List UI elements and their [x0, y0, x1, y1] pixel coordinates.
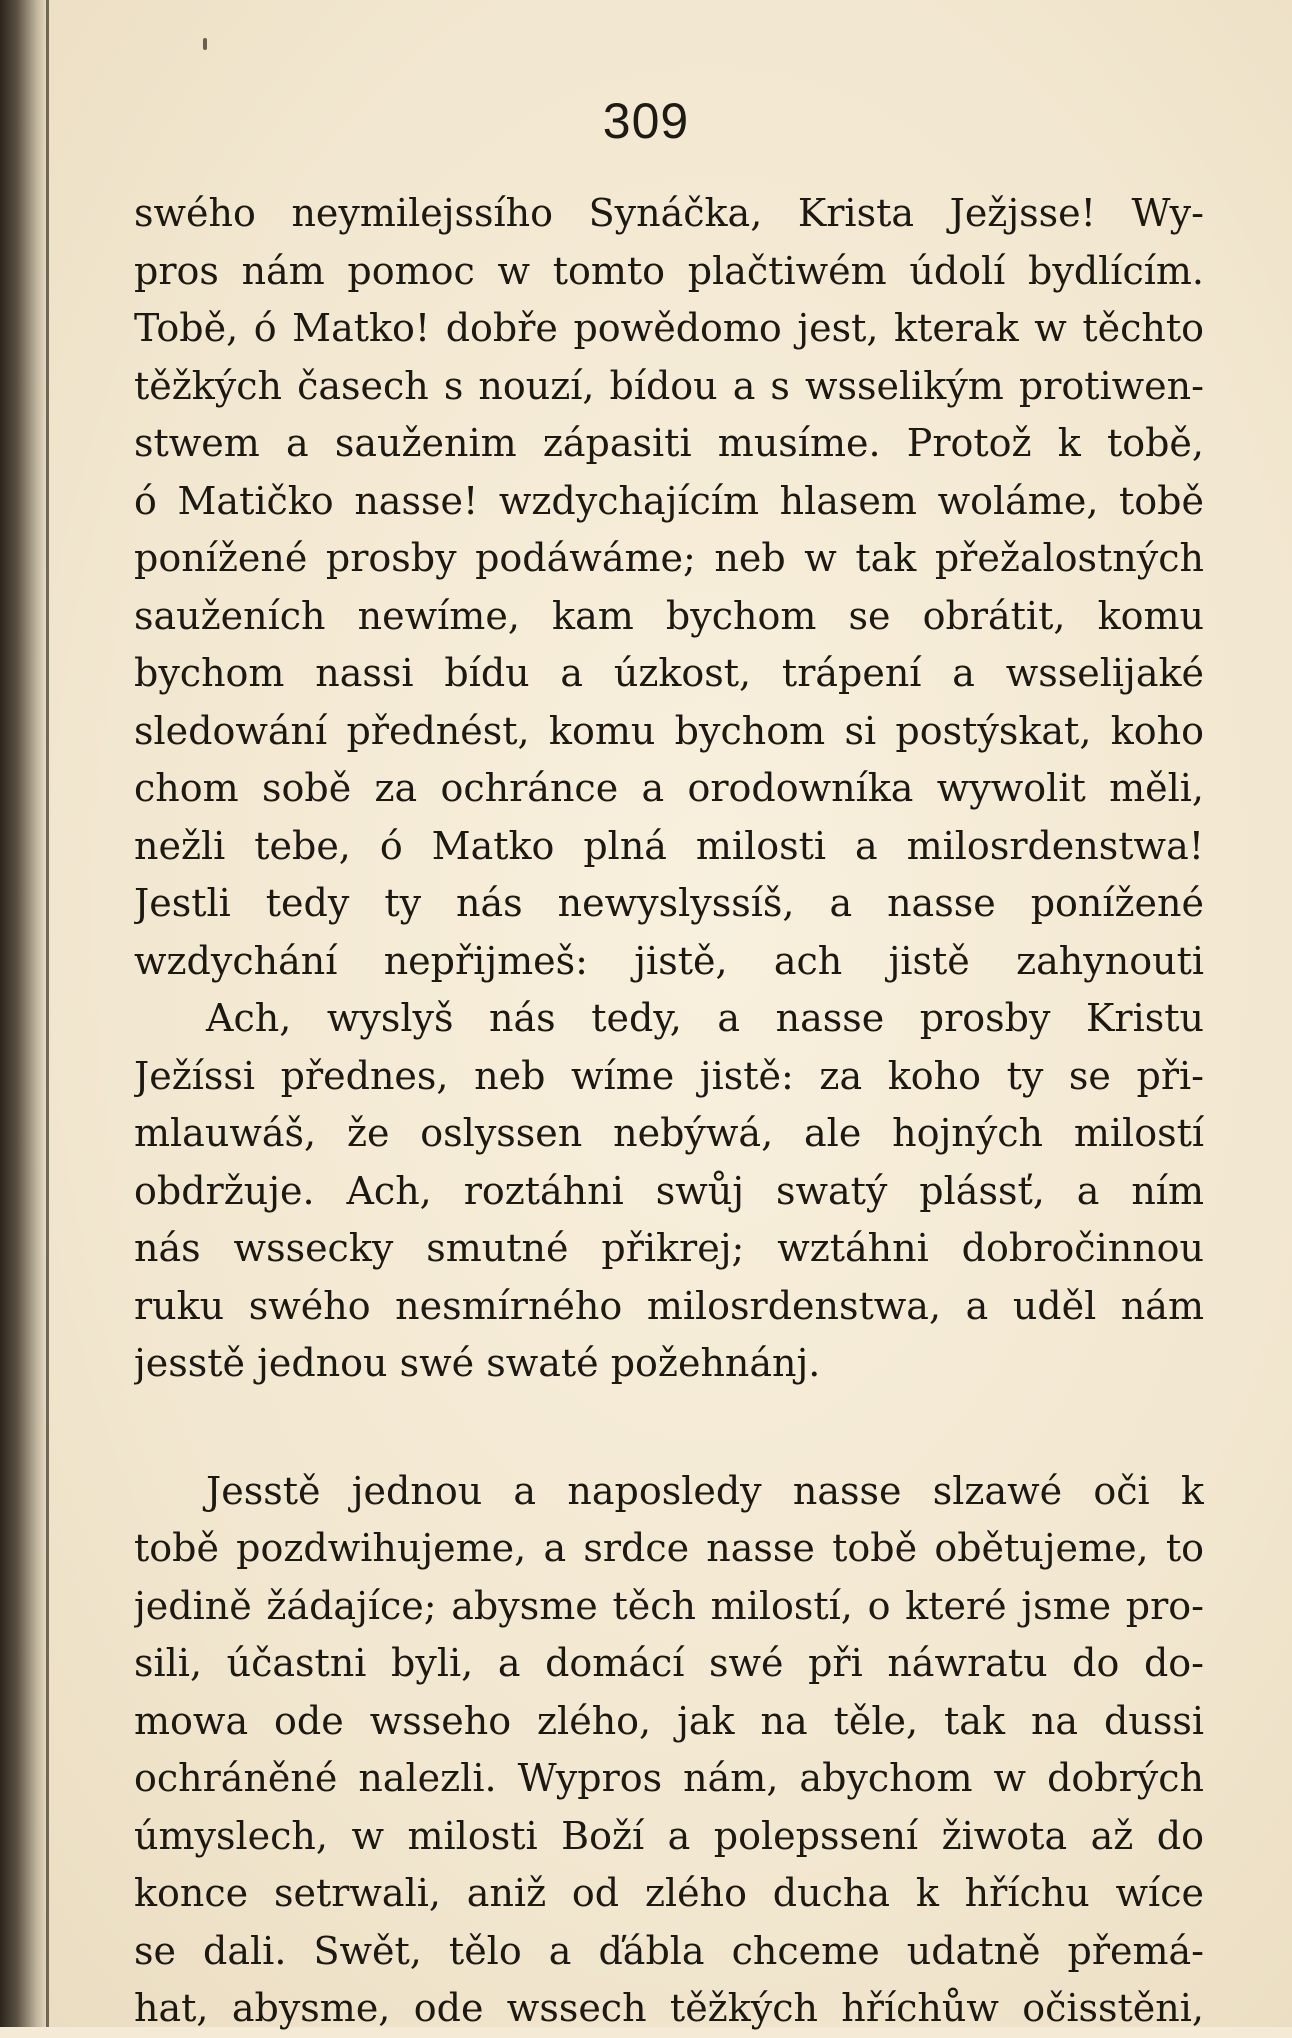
text-line: mlauwáš, že oslyssen nebýwá, ale hojných milostí [134, 1111, 1204, 1155]
text-line: ruku swého nesmírného milosrdenstwa, a uděl nám [134, 1283, 1204, 1328]
text-line: chom sobě za ochránce a orodowníka wywolit měli, [134, 766, 1204, 810]
text-line: sledowání přednést, komu bychom si postýskat, koho [134, 708, 1204, 753]
ink-speck-mark [203, 38, 207, 50]
text-line: nežli tebe, ó Matko plná milosti a milosrdenstwa! [134, 823, 1204, 868]
text-line: mowa ode wsseho zlého, jak na těle, tak na dussi [134, 1698, 1204, 1743]
text-line: ponížené prosby podáwáme; neb w tak přežalostných [134, 536, 1204, 580]
text-line: Jestli tedy ty nás newyslyssíš, a nasse ponížené [134, 881, 1204, 925]
body-text [134, 185, 1204, 2038]
text-line: tobě pozdwihujeme, a srdce nasse tobě obětujeme, to [134, 1526, 1204, 1570]
text-line: se dali. Swět, tělo a ďábla chceme udatně přemá- [134, 1928, 1204, 1973]
text-line: těžkých časech s nouzí, bídou a s wsselikým protiwen- [134, 363, 1204, 408]
text-line: Ach, wyslyš nás tedy, a nasse prosby Kristu [206, 996, 1204, 1040]
text-line: sauženích newíme, kam bychom se obrátit, komu [134, 593, 1204, 638]
text-line: nás wssecky smutné přikrej; wztáhni dobročinnou [134, 1226, 1204, 1270]
paragraph-gap [134, 1393, 1204, 1463]
text-line: Tobě, ó Matko! dobře powědomo jest, kterak w těchto [134, 306, 1204, 350]
paragraph-2 [134, 990, 1204, 1393]
book-spine-shadow [0, 0, 48, 2027]
text-line: bychom nassi bídu a úzkost, trápení a wsselijaké [134, 651, 1204, 695]
text-line: pros nám pomoc w tomto plačtiwém údolí bydlícím. [134, 248, 1204, 293]
text-line: konce setrwali, aniž od zlého ducha k hříchu wíce [134, 1871, 1204, 1915]
text-line: swého neymilejssího Synáčka, Krista Ježjsse! Wy- [134, 191, 1204, 235]
text-line: ó Matičko nasse! wzdychajícím hlasem woláme, tobě [134, 478, 1204, 523]
text-line: wzdychání nepřijmeš: jistě, ach jistě zahynouti [134, 938, 1204, 983]
text-line: obdržuje. Ach, roztáhni swůj swatý plássť, a ním [134, 1168, 1204, 1213]
text-line: Jesstě jednou a naposledy nasse slzawé oči k [206, 1468, 1204, 1513]
paragraph-3 [134, 1463, 1204, 2038]
text-line: Ježíssi přednes, neb wíme jistě: za koho ty se při- [134, 1053, 1204, 1098]
text-line: jesstě jednou swé swaté požehnánj. [134, 1341, 821, 1385]
text-line: sili, účastni byli, a domácí swé při náwratu do do- [134, 1641, 1204, 1685]
text-line: úmyslech, w milosti Boží a polepssení žiwota až do [134, 1813, 1204, 1858]
text-line: stwem a sauženim zápasiti musíme. Protož k tobě, [134, 421, 1204, 465]
book-gutter-line [46, 0, 49, 2027]
paragraph-1 [134, 185, 1204, 990]
text-line: jedině žádajíce; abysme těch milostí, o které jsme pro- [134, 1583, 1204, 1628]
text-line: ochráněné nalezli. Wypros nám, abychom w dobrých [134, 1756, 1204, 1800]
text-line: hat, abysme, ode wssech těžkých hříchůw očisstěni, [134, 1986, 1204, 2030]
page-number: 309 [602, 93, 690, 149]
